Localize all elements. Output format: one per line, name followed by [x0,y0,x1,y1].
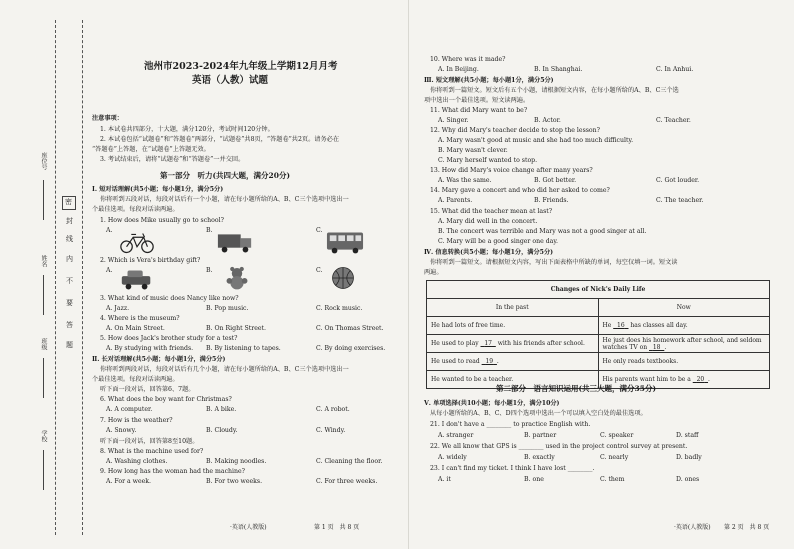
option: C. Mary will be a good singer one day. [438,238,558,245]
table-cell: He only reads textbooks. [598,353,770,371]
option: C. A robot. [316,406,350,413]
table-cell: He used to read 19 . [427,353,599,371]
option: A. Singer. [438,117,469,124]
seal-char-text: 要 [66,299,73,307]
option: B. Got better. [534,177,577,184]
basketball-icon [324,265,362,291]
option: A. In Beijing. [438,66,479,73]
question-10: 10. Where was it made? [430,56,506,63]
footer-subject: ·英语(人教版) [674,524,711,531]
option: C. On Thomas Street. [316,325,384,332]
option: A. it [438,476,451,483]
table-cell: He had lots of free time. [427,317,599,335]
blank-17[interactable]: 17 [484,340,492,347]
question-2: 2. Which is Vera's birthday gift? [100,257,201,264]
question-21: 21. I don't have a ________ to practice English with. [430,421,591,428]
option: A. Parents. [438,197,473,204]
section-heading: Ⅲ. 短文理解(共5小题；每小题1分，满分5分) [424,77,554,84]
table-row [427,335,770,353]
question-6: 6. What does the boy want for Christmas? [100,396,232,403]
seal-line-inner [82,20,83,535]
exam-title: 池州市2023-2024年九年级上学期12月月考 [144,61,338,72]
option: A. Was the same. [438,177,492,184]
option: D. ones [676,476,700,483]
option: B. A bike. [206,406,237,413]
instruction: 从每小题所给的A、B、C、D四个选项中选出一个可以填入空白处的最佳选项。 [430,410,647,417]
table-row [427,317,770,335]
table-cell: He used to play 17 with his friends after school. [427,335,599,353]
teddy-bear-icon [218,265,256,291]
option: C. Mary herself wanted to stop. [438,157,538,164]
question-4: 4. Where is the museum? [100,315,180,322]
seal-char-text: 密 [65,198,72,206]
seal-char-text: 封 [66,217,73,225]
option: B. Mary wasn't clever. [438,147,508,154]
footer-page: 第 1 页 共 8 页 [314,524,360,531]
toy-car-icon [118,266,156,292]
option: B. The concert was terrible and Mary was not a good singer at all. [438,228,647,235]
instruction: 听下面一段对话，回答第6、7题。 [100,386,195,393]
seal-char-text: 内 [66,255,73,263]
bus-icon [326,229,364,255]
binding-margin [0,0,100,549]
option-label: A. [106,267,113,274]
note-item: 2. 本试卷包括“试题卷”和“答题卷”两部分，“试题卷”共8页，“答题卷”共2页。请务必在 [100,136,340,143]
section-heading: Ⅰ. 短对话理解(共5小题；每小题1分，满分5分) [92,186,224,193]
part2-title: 第二部分 语言知识运用(共三大题，满分35分) [496,384,657,393]
question-1: 1. How does Mike usually go to school? [100,217,224,224]
option: B. Making noodles. [206,458,267,465]
question-11: 11. What did Mary want to be? [430,107,528,114]
option: B. On Right Street. [206,325,267,332]
instruction: 听下面一段对话，回答第8至10题。 [100,438,199,445]
table-row [427,353,770,371]
column-header: Now [598,299,770,317]
option-label: B. [206,267,213,274]
option: C. nearly [600,454,629,461]
exam-subtitle: 英语（人教）试题 [192,75,269,86]
option: A. widely [438,454,467,461]
instruction: 项中选出一个最佳选项。短文读两遍。 [424,97,530,104]
question-3: 3. What kind of music does Nancy like now? [100,295,239,302]
seat-number-label: 座位号 [40,152,47,170]
option: A. Mary wasn't good at music and she had too much difficulty. [438,137,634,144]
option: B. By listening to tapes. [206,345,281,352]
option: B. In Shanghai. [534,66,583,73]
option: C. For three weeks. [316,478,378,485]
option: A. Snowy. [106,427,137,434]
seal-char-text: 不 [66,277,73,285]
option: B. Pop music. [206,305,249,312]
option: A. By studying with friends. [106,345,194,352]
option-label: A. [106,227,113,234]
option: C. Windy. [316,427,346,434]
section-heading: Ⅴ. 单项选择(共10小题；每小题1分，满分10分) [424,400,560,407]
question-7: 7. How is the weather? [100,417,173,424]
instruction: 个最佳选项。每段对话读两遍。 [92,206,179,213]
option-label: C. [316,227,323,234]
instruction: 两遍。 [424,269,443,276]
table-cell: He 16 has classes all day. [598,317,770,335]
question-9: 9. How long has the woman had the machine? [100,468,245,475]
option: C. The teacher. [656,197,704,204]
option: C. In Anhui. [656,66,694,73]
option: B. partner [524,432,557,439]
school-label: 学校 [40,430,47,442]
option-label: B. [206,227,213,234]
seal-char-text: 线 [66,235,73,243]
bicycle-icon [118,229,156,255]
option: B. For two weeks. [206,478,263,485]
option: C. Cleaning the floor. [316,458,383,465]
option: A. Washing clothes. [106,458,168,465]
instruction: 你将听到一篇短文。请根据短文内容，写出下面表格中所缺的单词，每空仅填一词。短文读 [430,259,678,266]
question-14: 14. Mary gave a concert and who did her asked to come? [430,187,610,194]
instruction: 个最佳选项。每段对话读两遍。 [92,376,179,383]
question-8: 8. What is the machine used for? [100,448,204,455]
option: D. staff [676,432,699,439]
seal-line [55,20,56,535]
question-12: 12. Why did Mary's teacher decide to stop the lesson? [430,127,600,134]
option: B. Actor. [534,117,561,124]
table-cell: His parents want him to be a 20 . [598,371,770,389]
seal-char-text: 题 [66,341,73,349]
option: C. them [600,476,625,483]
option: A. Jazz. [106,305,130,312]
option: C. Rock music. [316,305,363,312]
option: A. Mary did well in the concert. [438,218,538,225]
note-item: 1. 本试卷共四部分，十大题，满分120分，考试时间120分钟。 [100,126,274,133]
footer-subject: ·英语(人教版) [230,524,267,531]
option: C. Got louder. [656,177,700,184]
instruction: 你将听到五段对话，每段对话后有一个小题，请在每小题所给的A、B、C三个选项中选出一 [100,196,349,203]
blank-20[interactable]: 20 [696,376,705,383]
class-label: 班级 [40,338,47,350]
table-cell: He just does his homework after school, and seldom watches TV on 18 . [598,335,770,353]
option: C. Teacher. [656,117,691,124]
option: B. exactly [524,454,555,461]
column-header: In the past [427,299,599,317]
option-label: C. [316,267,323,274]
option: B. Friends. [534,197,569,204]
part1-title: 第一部分 听力(共四大题，满分20分) [160,171,291,180]
changes-table [426,280,770,389]
option: C. By doing exercises. [316,345,386,352]
footer-page: 第 2 页 共 8 页 [724,524,770,531]
instruction: 你将听到一篇短文。短文后有五个小题，请根据短文内容，在每小题所给的A、B、C三个选 [430,87,679,94]
section-heading: Ⅱ. 长对话理解(共5小题；每小题1分，满分5分) [92,356,226,363]
question-5: 5. How does Jack's brother study for a test? [100,335,238,342]
option: A. For a week. [106,478,151,485]
option: A. A computer. [106,406,153,413]
seal-char-text: 答 [66,321,73,329]
question-23: 23. I can't find my ticket. I think I have lost ________. [430,465,595,472]
option: A. On Main Street. [106,325,165,332]
question-22: 22. We all know that GPS is ________ used in the project control survey at present. [430,443,688,450]
option: B. Cloudy. [206,427,238,434]
name-label: 姓名 [40,255,47,267]
blank-16[interactable]: 16 [617,322,625,329]
name-blank [43,275,44,315]
blank-18[interactable]: 18 [652,343,661,351]
table-title: Changes of Nick's Daily Life [427,281,770,299]
class-blank [43,358,44,398]
section-heading: Ⅳ. 信息转换(共5小题；每小题1分，满分5分) [424,249,554,256]
truck-icon [216,229,254,255]
question-15: 15. What did the teacher mean at last? [430,208,553,215]
option: D. badly [676,454,702,461]
option: A. stranger [438,432,474,439]
blank-19[interactable]: 19 [485,358,494,365]
option: C. speaker [600,432,634,439]
table-cell: He wanted to be a teacher. [427,371,599,389]
note-item: 3. 考试结束后，请将“试题卷”和“答题卷”一并交回。 [100,156,245,163]
question-13: 13. How did Mary's voice change after many years? [430,167,593,174]
note-item: “答题卷”上答题，在“试题卷”上答题无效。 [92,146,210,153]
school-blank [43,450,44,490]
seat-number-blank [43,180,44,220]
page-fold [408,0,409,549]
notes-heading: 注意事项： [92,115,123,122]
instruction: 你将听到两段对话，每段对话后有几个小题，请在每小题所给的A、B、C三个选项中选出一 [100,366,349,373]
option: B. one [524,476,544,483]
